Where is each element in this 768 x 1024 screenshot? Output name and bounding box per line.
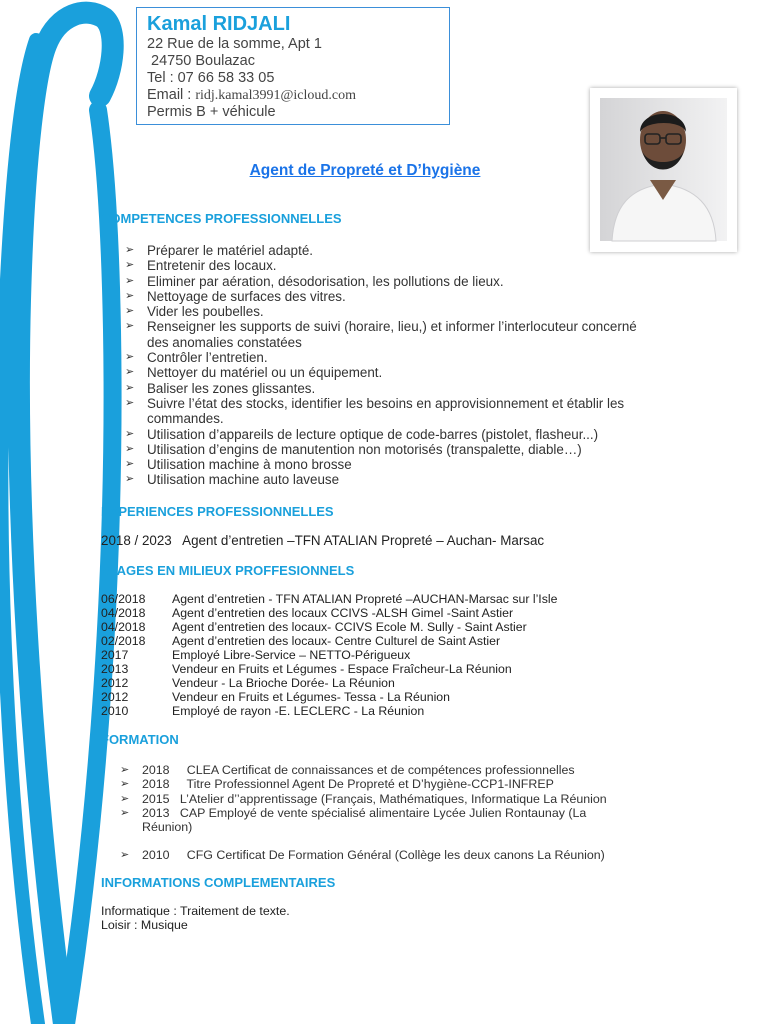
- list-item: ➢ 2018 CLEA Certificat de connaissances et de compétences professionnelles: [120, 763, 575, 777]
- list-item: ➢ 2018 Titre Professionnel Agent De Propreté et D’hygiène-CCP1-INFREP: [120, 777, 554, 792]
- table-row: 02/2018 Agent d’entretien des locaux- Centre Culturel de Saint Astier: [101, 634, 501, 648]
- list-item: ➢ Entretenir des locaux.: [125, 258, 277, 274]
- chevron-right-icon: ➢: [120, 764, 130, 776]
- experience-entry: 2018 / 2023 Agent d’entretien –TFN ATALIAN Propreté – Auchan- Marsac: [101, 533, 545, 548]
- list-item: ➢ Vider les poubelles.: [125, 304, 264, 320]
- table-row: 2017 Employé Libre-Service – NETTO-Périgueux: [101, 648, 411, 662]
- chevron-right-icon: ➢: [125, 289, 135, 302]
- chevron-right-icon: ➢: [125, 305, 135, 318]
- phone: Tel : 07 66 58 33 05: [147, 70, 275, 86]
- list-item: ➢ Suivre l’état des stocks, identifier les besoins en approvisionnement et établir les commandes.: [125, 395, 625, 427]
- list-item: ➢ Contrôler l’entretien.: [125, 350, 268, 366]
- chevron-right-icon: ➢: [125, 366, 135, 379]
- chevron-right-icon: ➢: [125, 320, 135, 333]
- table-row: 2013 Vendeur en Fruits et Légumes - Espace Fraîcheur-La Réunion: [101, 662, 512, 676]
- formation-heading: FORMATION: [101, 732, 179, 747]
- chevron-right-icon: ➢: [125, 259, 135, 272]
- formation-list: [120, 763, 620, 863]
- chevron-right-icon: ➢: [120, 849, 130, 862]
- list-item: ➢ Utilisation machine auto laveuse: [125, 472, 340, 488]
- chevron-right-icon: ➢: [120, 792, 130, 805]
- email-value: ridj.kamal3991@icloud.com: [195, 88, 356, 103]
- stages-heading: STAGES EN MILIEUX PROFFESIONNELS: [101, 563, 355, 578]
- list-item: ➢ 2015 L’Atelier d’’apprentissage (Français, Mathématiques, Informatique La Réunion: [120, 791, 607, 806]
- table-row: 04/2018 Agent d’entretien des locaux CCIVS -ALSH Gimel -Saint Astier: [101, 606, 514, 620]
- chevron-right-icon: ➢: [125, 396, 135, 409]
- email-line: [147, 87, 439, 104]
- contact-header: [136, 7, 450, 125]
- list-item: ➢ Baliser les zones glissantes.: [125, 380, 316, 396]
- list-item: ➢ Préparer le matériel adapté.: [125, 243, 313, 258]
- chevron-right-icon: ➢: [125, 274, 135, 287]
- chevron-right-icon: ➢: [125, 381, 135, 394]
- table-row: 06/2018 Agent d’entretien - TFN ATALIAN Propreté –AUCHAN-Marsac sur l’Isle: [101, 592, 558, 606]
- list-item: ➢ Renseigner les supports de suivi (horaire, lieu,) et informer l’interlocuteur concerné des anomalies constatées: [125, 319, 637, 350]
- chevron-right-icon: ➢: [120, 778, 130, 791]
- infos-heading: INFORMATIONS COMPLEMENTAIRES: [101, 875, 336, 890]
- chevron-right-icon: ➢: [125, 458, 135, 471]
- info-hobby: Loisir : Musique: [101, 918, 188, 932]
- candidate-name: Kamal RIDJALI: [147, 13, 291, 35]
- chevron-right-icon: ➢: [125, 442, 135, 455]
- list-item: ➢ 2013 CAP Employé de vente spécialisé alimentaire Lycée Julien Rontaunay (La Réunion): [120, 805, 590, 835]
- job-title: Agent de Propreté et D’hygiène: [249, 162, 481, 179]
- info-computing: Informatique : Traitement de texte.: [101, 904, 290, 918]
- chevron-right-icon: ➢: [125, 473, 135, 486]
- list-item: ➢ Eliminer par aération, désodorisation, les pollutions de lieux.: [125, 273, 504, 289]
- address-line-2: 24750 Boulazac: [151, 53, 255, 69]
- table-row: 04/2018 Agent d’entretien des locaux- CCIVS Ecole M. Sully - Saint Astier: [101, 620, 527, 634]
- address-line-1: 22 Rue de la somme, Apt 1: [147, 36, 322, 52]
- list-item: ➢ Nettoyer du matériel ou un équipement.: [125, 365, 383, 381]
- list-item: ➢ 2010 CFG Certificat De Formation Général (Collège les deux canons La Réunion): [120, 848, 605, 863]
- email-label: Email :: [147, 87, 192, 103]
- list-item: ➢ Utilisation d’appareils de lecture optique de code-barres (pistolet, flasheur...): [125, 426, 599, 442]
- chevron-right-icon: ➢: [125, 351, 135, 364]
- competences-heading: COMPETENCES PROFESSIONNELLES: [101, 211, 342, 226]
- chevron-right-icon: ➢: [120, 806, 130, 819]
- list-item: ➢ Nettoyage de surfaces des vitres.: [125, 288, 346, 304]
- chevron-right-icon: ➢: [125, 244, 135, 256]
- experiences-heading: EXPERIENCES PROFESSIONNELLES: [101, 504, 334, 519]
- list-item: ➢ Utilisation d’engins de manutention non motorisés (transpalette, diable…): [125, 441, 582, 457]
- list-item: ➢ Utilisation machine à mono brosse: [125, 457, 352, 473]
- table-row: 2010 Employé de rayon -E. LECLERC - La Réunion: [101, 704, 425, 718]
- chevron-right-icon: ➢: [125, 427, 135, 440]
- table-row: 2012 Vendeur - La Brioche Dorée- La Réunion: [101, 676, 395, 690]
- competences-list: [125, 243, 640, 488]
- table-row: 2012 Vendeur en Fruits et Légumes- Tessa - La Réunion: [101, 690, 450, 704]
- driving-license: Permis B + véhicule: [147, 104, 276, 120]
